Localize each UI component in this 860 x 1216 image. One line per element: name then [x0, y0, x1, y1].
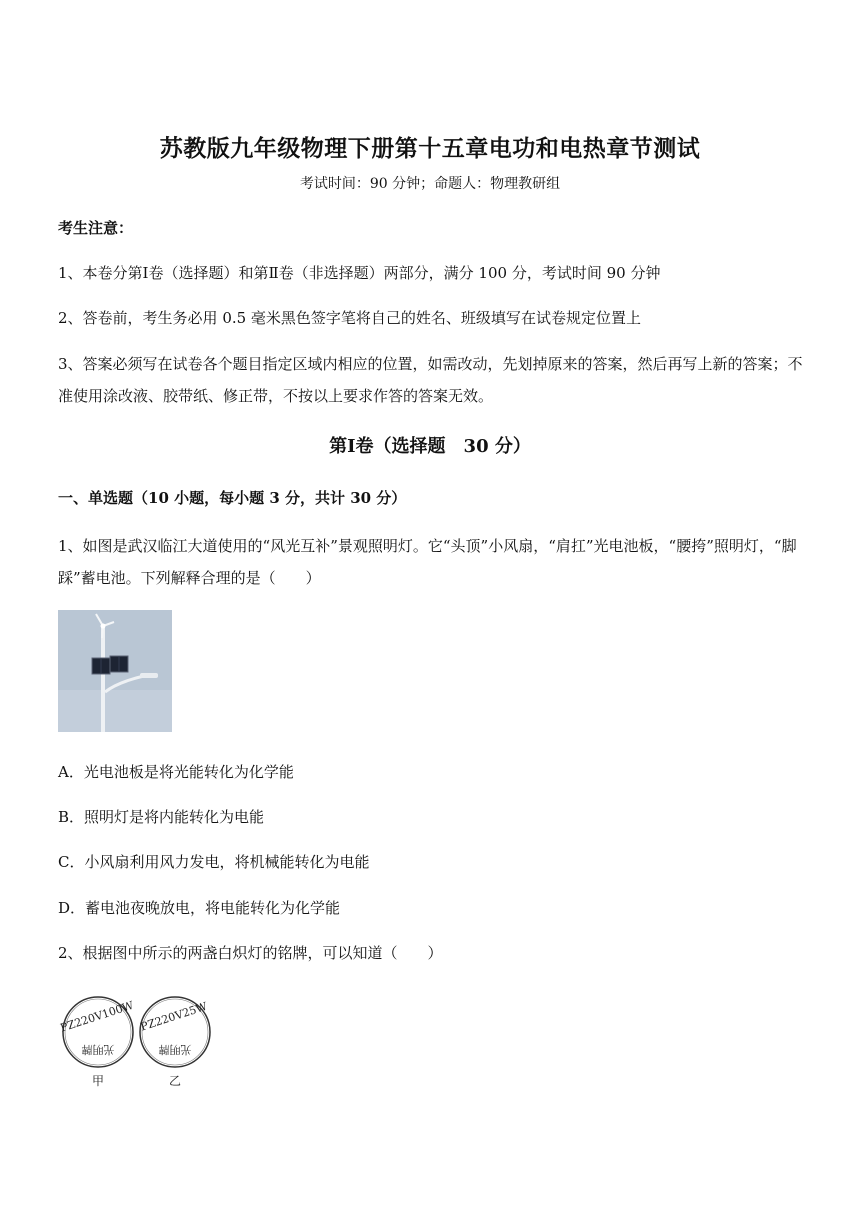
page-title: 苏教版九年级物理下册第十五章电功和电热章节测试	[159, 135, 701, 162]
lamp-b-brand: 光明牌	[158, 1043, 192, 1056]
question-1-option-b: B．照明灯是将内能转化为电能	[58, 808, 265, 826]
lamp-nameplates-figure	[58, 990, 218, 1090]
exam-info: 考试时间：90 分钟；命题人：物理教研组	[299, 176, 561, 192]
lamp-b-label: 乙	[168, 1074, 182, 1088]
question-1-option-c: C．小风扇利用风力发电，将机械能转化为电能	[58, 853, 370, 871]
section-title: 第Ⅰ卷（选择题 30 分）	[329, 436, 531, 457]
notice-heading: 考生注意：	[58, 219, 134, 237]
street-lamp-figure	[58, 610, 172, 732]
notice-item-3: 3、答案必须写在试卷各个题目指定区域内相应的位置，如需改动，先划掉原来的答案，然后再写上新的答案；不准使用涂改液、胶带纸、修正带，不按以上要求作答的答案无效。	[58, 355, 803, 405]
question-1-stem: 1、如图是武汉临江大道使用的“风光互补”景观照明灯。它“头顶”小风扇，“肩扛”光电池板，“腰挎”照明灯，“脚踩”蓄电池。下列解释合理的是（ ）	[58, 537, 797, 587]
question-1-option-d: D．蓄电池夜晚放电，将电能转化为化学能	[58, 899, 341, 917]
question-2-stem: 2、根据图中所示的两盏白炽灯的铭牌，可以知道（ ）	[58, 944, 443, 962]
lamp-a-nameplate	[59, 997, 136, 1088]
lamp-a-brand: 光明牌	[81, 1043, 115, 1056]
lamp-a-rating: PZ220V100W	[58, 998, 136, 1035]
lamp-b-nameplate	[139, 997, 210, 1088]
lamp-a-label: 甲	[91, 1074, 105, 1088]
notice-item-2: 2、答卷前，考生务必用 0.5 毫米黑色签字笔将自己的姓名、班级填写在试卷规定位置上	[58, 309, 641, 327]
notice-item-1: 1、本卷分第Ⅰ卷（选择题）和第Ⅱ卷（非选择题）两部分，满分 100 分，考试时间 90 分钟	[58, 264, 661, 282]
part-heading: 一、单选题（10 小题，每小题 3 分，共计 30 分）	[58, 489, 407, 507]
question-1-option-a: A．光电池板是将光能转化为化学能	[58, 763, 294, 781]
lamp-b-rating: PZ220V25W	[138, 999, 209, 1034]
